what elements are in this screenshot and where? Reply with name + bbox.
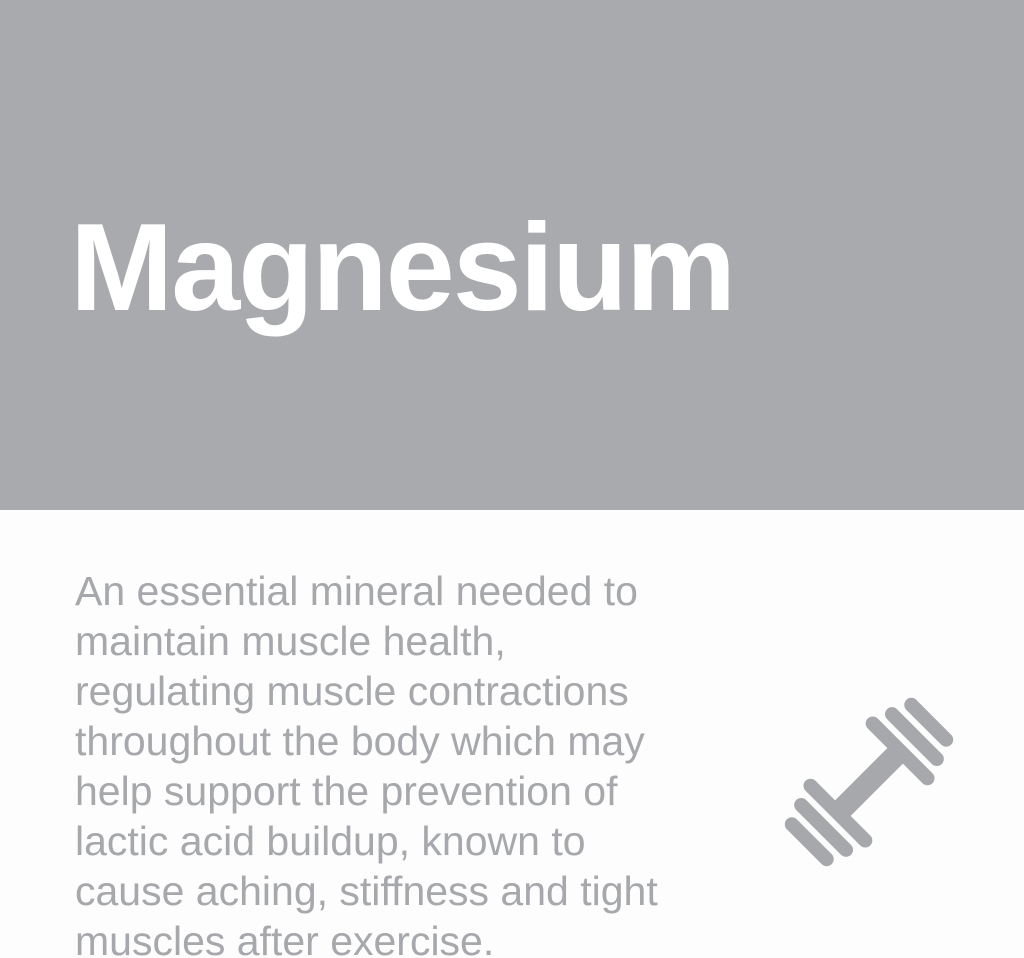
page-title: Magnesium [70, 199, 735, 337]
paragraph-line: An essential mineral needed to [75, 568, 638, 614]
paragraph-line: throughout the body which may [75, 718, 645, 764]
paragraph-line: help support the prevention of [75, 768, 618, 814]
paragraph-line: maintain muscle health, [75, 618, 506, 664]
paragraph-line: lactic acid buildup, known to [75, 818, 586, 864]
dumbbell-icon [774, 687, 964, 877]
paragraph-line: muscles after exercise. [75, 918, 495, 958]
description-paragraph [75, 566, 715, 958]
paragraph-line: regulating muscle contractions [75, 668, 629, 714]
paragraph-line: cause aching, stiffness and tight [75, 868, 658, 914]
